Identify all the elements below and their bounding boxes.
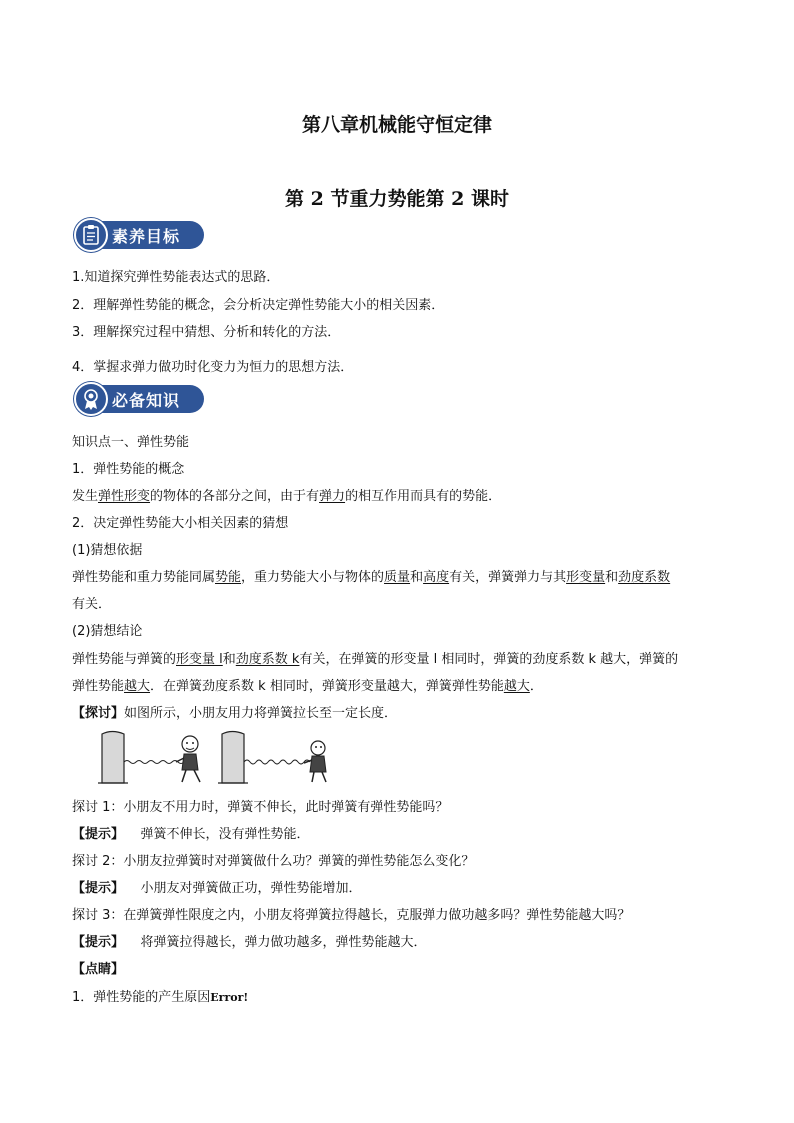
explore-intro: 【探讨】如图所示，小朋友用力将弹簧拉长至一定长度． bbox=[72, 706, 398, 721]
goal-4: 4．掌握求弹力做功时化变力为恒力的思想方法． bbox=[72, 360, 354, 375]
knowledge-badge-label: 必备知识 bbox=[112, 391, 181, 410]
basis-line-2: 有关． bbox=[72, 597, 112, 612]
spring-illustration bbox=[96, 728, 346, 788]
spring-icon bbox=[244, 760, 310, 764]
question-3: 探讨 3：在弹簧弹性限度之内，小朋友将弹簧拉得越长，克服弹力做功越多吗？弹性势能越大吗？ bbox=[72, 908, 631, 923]
answer-2: 【提示】 小朋友对弹簧做正功，弹性势能增加． bbox=[72, 881, 362, 896]
chapter-title: 第八章机械能守恒定律 bbox=[301, 114, 492, 136]
conclusion-line-2: 弹性势能越大．在弹簧劲度系数 k 相同时，弹簧形变量越大，弹簧弹性势能越大． bbox=[72, 679, 543, 694]
goals-badge bbox=[74, 218, 204, 252]
conclusion-heading: (2)猜想结论 bbox=[72, 624, 143, 639]
knowledge-badge bbox=[74, 382, 204, 416]
conclusion-line-1: 弹性势能与弹簧的形变量 l和劲度系数 k有关，在弹簧的形变量 l 相同时，弹簧的劲度系数 k 越大，弹簧的 bbox=[72, 652, 679, 667]
key-point-1: 1．弹性势能的产生原因Error! bbox=[72, 990, 249, 1005]
section-title: 第 2 节重力势能第 2 课时 bbox=[285, 188, 509, 210]
wall-post-icon bbox=[98, 732, 128, 784]
award-ribbon-icon bbox=[74, 382, 108, 416]
goals-badge-label: 素养目标 bbox=[112, 227, 181, 246]
answer-1: 【提示】 弹簧不伸长，没有弹性势能． bbox=[72, 827, 310, 842]
basis-line-1: 弹性势能和重力势能同属势能，重力势能大小与物体的质量和高度有关，弹簧弹力与其形变量和劲度系数 bbox=[72, 570, 671, 585]
knowledge-point-1: 知识点一、弹性势能 bbox=[72, 435, 190, 450]
key-points-tag: 【点睛】 bbox=[72, 962, 125, 977]
goal-1: 1.知道探究弹性势能表达式的思路． bbox=[72, 270, 280, 285]
question-1: 探讨 1：小朋友不用力时，弹簧不伸长，此时弹簧有弹性势能吗？ bbox=[72, 800, 449, 815]
child-standing-icon bbox=[304, 741, 326, 782]
child-pulling-icon bbox=[176, 736, 200, 782]
definition-line: 发生弹性形变的物体的各部分之间，由于有弹力的相互作用而具有的势能． bbox=[72, 489, 502, 504]
heading-concept: 1．弹性势能的概念 bbox=[72, 462, 185, 477]
goal-3: 3．理解探究过程中猜想、分析和转化的方法． bbox=[72, 325, 341, 340]
clipboard-icon bbox=[74, 218, 108, 252]
heading-guess: 2．决定弹性势能大小相关因素的猜想 bbox=[72, 516, 289, 531]
goal-2: 2．理解弹性势能的概念，会分析决定弹性势能大小的相关因素． bbox=[72, 298, 445, 313]
answer-3: 【提示】 将弹簧拉得越长，弹力做功越多，弹性势能越大． bbox=[72, 935, 427, 950]
basis-heading: (1)猜想依据 bbox=[72, 543, 143, 558]
question-2: 探讨 2：小朋友拉弹簧时对弹簧做什么功？弹簧的弹性势能怎么变化？ bbox=[72, 854, 475, 869]
wall-post-icon bbox=[218, 732, 248, 784]
